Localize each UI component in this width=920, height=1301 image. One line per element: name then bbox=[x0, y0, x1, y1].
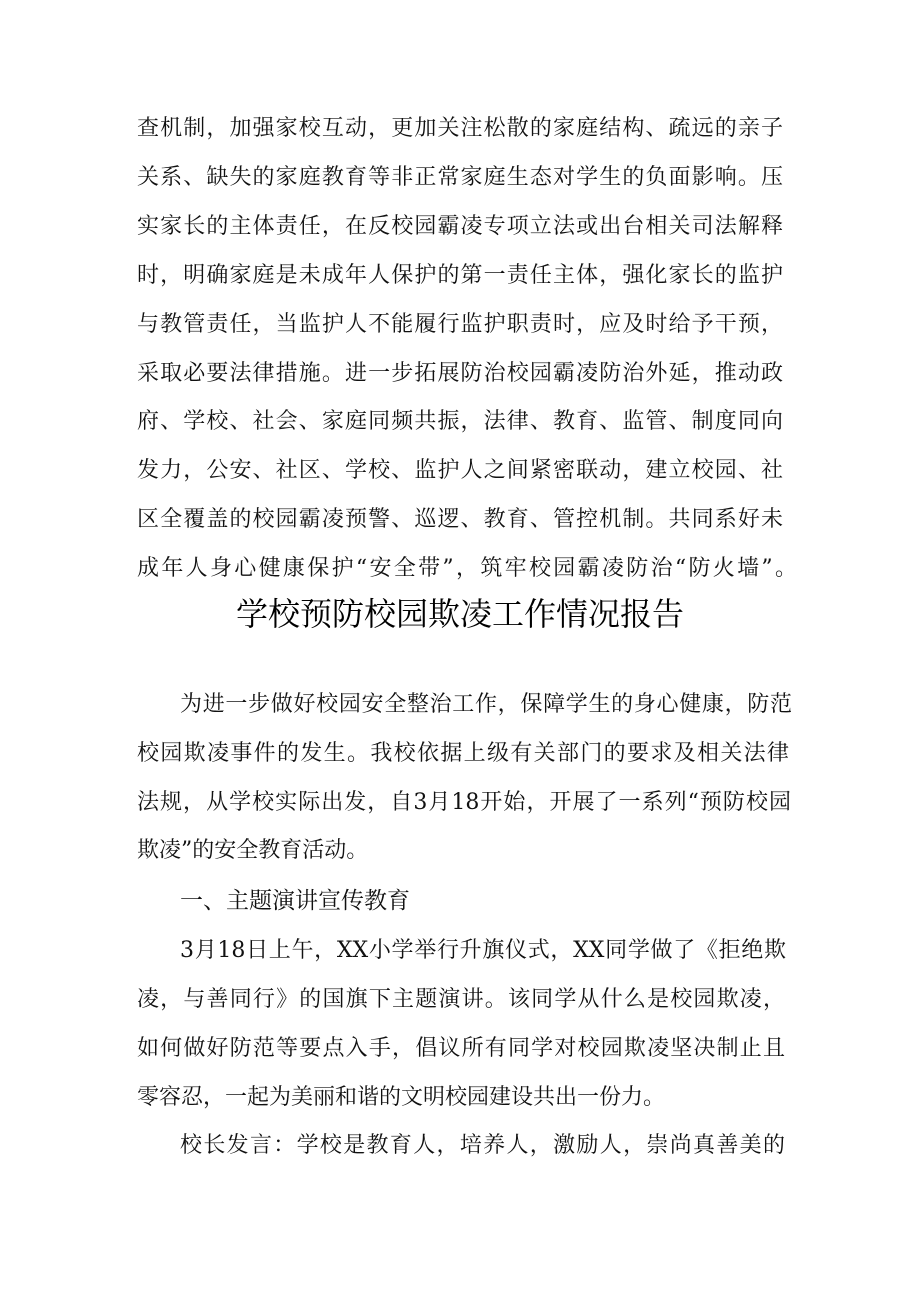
intro-line: 法规，从学校实际出发，自3月18开始，开展了一系列“预防校园 bbox=[137, 790, 791, 815]
body-line: 与教管责任，当监护人不能履行监护职责时，应及时给予干预， bbox=[137, 312, 783, 337]
body-line: 府、学校、社会、家庭同频共振，法律、教育、监管、制度同向 bbox=[137, 409, 783, 434]
report-title: 学校预防校园欺凌工作情况报告 bbox=[235, 595, 684, 633]
section-heading: 一、主题演讲宣传教育 bbox=[180, 888, 410, 914]
intro-line: 欺凌”的安全教育活动。 bbox=[137, 838, 369, 863]
body-line: 时，明确家庭是未成年人保护的第一责任主体，强化家长的监护 bbox=[137, 263, 783, 288]
intro-line: 为进一步做好校园安全整治工作，保障学生的身心健康，防范 bbox=[180, 692, 792, 717]
body-line: 关系、缺失的家庭教育等非正常家庭生态对学生的负面影响。压 bbox=[137, 165, 783, 190]
body-line: 成年人身心健康保护“安全带”，筑牢校园霸凌防治“防火墙”。 bbox=[137, 556, 797, 581]
section-line: 如何做好防范等要点入手，倡议所有同学对校园欺凌坚决制止且 bbox=[137, 1036, 785, 1061]
body-line: 实家长的主体责任，在反校园霸凌专项立法或出台相关司法解释 bbox=[137, 214, 783, 239]
body-line: 区全覆盖的校园霸凌预警、巡逻、教育、管控机制。共同系好未 bbox=[137, 507, 783, 532]
principal-speech-line: 校长发言：学校是教育人，培养人，激励人，崇尚真善美的 bbox=[180, 1133, 785, 1158]
intro-line: 校园欺凌事件的发生。我校依据上级有关部门的要求及相关法律 bbox=[137, 741, 789, 766]
body-line: 采取必要法律措施。进一步拓展防治校园霸凌防治外延，推动政 bbox=[137, 361, 783, 386]
body-line: 发力，公安、社区、学校、监护人之间紧密联动，建立校园、社 bbox=[137, 458, 783, 483]
section-line: 3月18日上午，XX小学举行升旗仪式，XX同学做了《拒绝欺 bbox=[180, 938, 786, 963]
section-line: 凌，与善同行》的国旗下主题演讲。该同学从什么是校园欺凌， bbox=[137, 987, 785, 1012]
section-line: 零容忍，一起为美丽和谐的文明校园建设共出一份力。 bbox=[137, 1085, 666, 1110]
body-line: 查机制，加强家校互动，更加关注松散的家庭结构、疏远的亲子 bbox=[137, 116, 783, 141]
